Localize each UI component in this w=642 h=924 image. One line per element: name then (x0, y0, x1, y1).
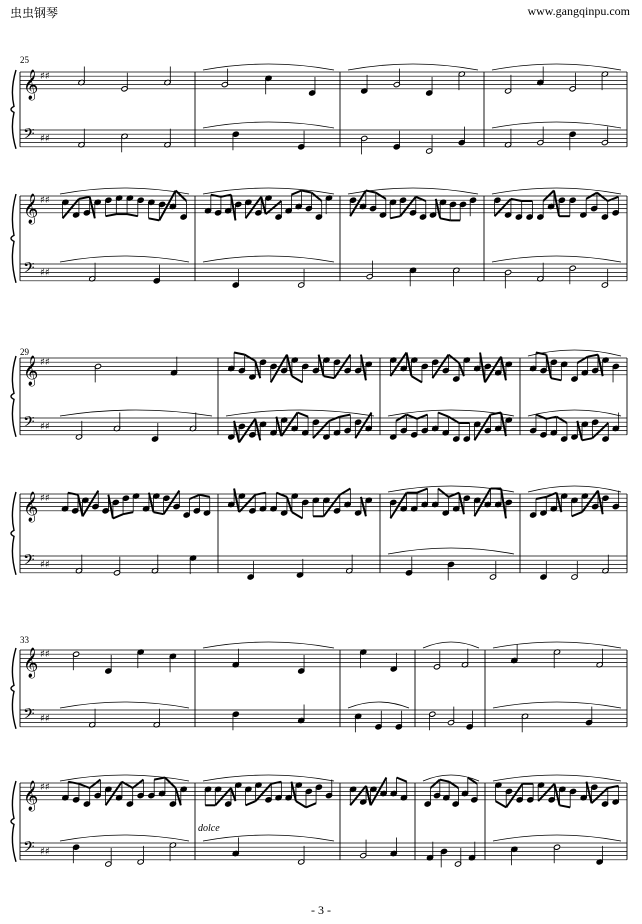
beam (430, 780, 439, 788)
beam (546, 417, 556, 419)
beam (438, 489, 449, 497)
slur-curve (203, 642, 334, 648)
beam (480, 353, 485, 383)
bass-clef-icon: 𝄢 (23, 838, 35, 860)
beam (546, 493, 556, 497)
beam (133, 780, 144, 788)
key-signature-sharps: ♯♯ (40, 713, 50, 725)
beam (440, 218, 450, 220)
beam (390, 216, 400, 218)
slur-curve (493, 775, 621, 781)
beam (106, 214, 117, 216)
key-signature-sharps: ♯♯ (40, 133, 50, 145)
beam (68, 493, 78, 495)
key-signature-sharps: ♯♯ (40, 421, 50, 433)
beam (390, 493, 406, 519)
slur-curve (388, 548, 514, 554)
slur-curve (492, 64, 621, 70)
beam (292, 512, 303, 518)
beam (449, 493, 460, 497)
beam (501, 489, 506, 519)
beam (340, 415, 351, 417)
beam (608, 786, 619, 788)
beam (231, 195, 235, 221)
beam (261, 197, 265, 214)
measure-number-33: 33 (20, 635, 29, 645)
beam (83, 491, 99, 517)
beam (90, 780, 101, 788)
key-signature-sharps: ♯♯ (40, 195, 50, 207)
slur-curve (203, 835, 334, 841)
beam (296, 801, 306, 807)
slur-curve (493, 702, 621, 708)
slur-curve (348, 188, 478, 194)
slur-curve (60, 835, 189, 841)
beam (298, 413, 309, 417)
beam (154, 778, 165, 780)
beam (176, 788, 181, 805)
beam (560, 805, 571, 807)
beam (312, 193, 322, 201)
beam (292, 376, 303, 382)
beam (511, 199, 522, 201)
key-signature-sharps: ♯♯ (40, 559, 50, 571)
beam (501, 357, 506, 381)
beam (246, 801, 256, 805)
slur-curve (203, 64, 334, 70)
beam (113, 514, 123, 518)
beam (234, 489, 239, 513)
treble-clef-icon: 𝄞 (23, 780, 39, 811)
slur-curve (528, 350, 621, 356)
slur-curve (203, 256, 334, 262)
beam (276, 493, 287, 497)
site-brand-text: 虫虫钢琴 (10, 6, 59, 20)
beam (438, 413, 449, 417)
beam (234, 421, 239, 443)
key-signature-sharps: ♯♯ (40, 357, 50, 369)
bass-clef-icon: 𝄢 (23, 259, 35, 281)
beam (306, 803, 316, 807)
beam (361, 355, 366, 381)
slur-curve (60, 775, 189, 781)
slur-curve (493, 642, 621, 648)
slur-curve (60, 702, 189, 708)
bass-clef-icon: 𝄢 (23, 705, 35, 727)
key-signature-sharps: ♯♯ (40, 71, 50, 83)
beam (200, 495, 210, 497)
slur-curve (348, 64, 478, 70)
beam (271, 782, 281, 784)
treble-clef-icon: 𝄞 (23, 193, 39, 224)
treble-clef-icon: 𝄞 (23, 647, 39, 678)
dolce-marking: dolce (198, 823, 220, 834)
beam (355, 413, 371, 439)
treble-clef-icon: 𝄞 (23, 491, 39, 522)
beam (440, 780, 449, 782)
slur-curve (60, 410, 212, 416)
beam (153, 512, 163, 514)
slur-curve (60, 188, 189, 194)
key-signature-sharps: ♯♯ (40, 267, 50, 279)
beam (255, 361, 260, 378)
beam (597, 193, 608, 201)
beam (496, 801, 507, 807)
key-signature-sharps: ♯♯ (40, 782, 50, 794)
slur-curve (60, 256, 189, 262)
treble-clef-icon: 𝄞 (23, 355, 39, 386)
beam (588, 355, 598, 357)
beam (390, 353, 406, 377)
beam (551, 378, 561, 380)
brace-bracket (11, 356, 16, 437)
beam (350, 191, 366, 217)
measure-number-29: 29 (20, 347, 29, 357)
slur-curve (492, 122, 621, 128)
brace-bracket (11, 70, 16, 149)
brace-bracket (11, 648, 16, 729)
slur-curve (423, 642, 479, 648)
key-signature-sharps: ♯♯ (40, 846, 50, 858)
beam (459, 363, 464, 376)
beam (324, 376, 335, 378)
beam (266, 201, 282, 214)
slur-curve (348, 702, 409, 708)
slur-curve (492, 256, 621, 262)
slur-curve (492, 188, 621, 194)
key-signature-sharps: ♯♯ (40, 649, 50, 661)
measure-number-25: 25 (20, 55, 29, 65)
beam (68, 782, 79, 784)
slur-curve (203, 122, 334, 128)
treble-clef-icon: 𝄞 (23, 69, 39, 100)
page-number: - 3 - (311, 903, 331, 917)
beam (79, 197, 90, 199)
beam (123, 512, 133, 514)
beam (485, 357, 501, 383)
beam (572, 512, 582, 516)
beam (221, 195, 231, 197)
slur-curve (493, 835, 621, 841)
beam (536, 497, 546, 499)
beam (554, 191, 559, 217)
bass-clef-icon: 𝄢 (23, 551, 35, 573)
brace-bracket (11, 781, 16, 862)
brace-bracket (11, 492, 16, 575)
beam (407, 353, 412, 377)
beam (501, 413, 506, 437)
slur-curve (388, 486, 514, 492)
beam (582, 438, 592, 440)
beam (281, 413, 297, 437)
beam (255, 493, 266, 495)
beam (449, 355, 460, 363)
beam (127, 214, 138, 216)
bass-clef-icon: 𝄢 (23, 125, 35, 147)
bass-clef-icon: 𝄢 (23, 413, 35, 435)
site-url-text: www.gangqinpu.com (527, 4, 630, 18)
beam (211, 195, 221, 197)
beam (149, 218, 160, 220)
beam (329, 417, 340, 421)
slur-curve (528, 410, 621, 416)
beam (474, 415, 490, 441)
key-signature-sharps: ♯♯ (40, 493, 50, 505)
brace-bracket (11, 194, 16, 283)
beam (234, 353, 245, 355)
slur-curve (528, 486, 621, 492)
beam (287, 497, 292, 512)
beam (231, 788, 235, 801)
beam (291, 191, 301, 195)
beam (106, 782, 122, 806)
slur-curve (203, 775, 334, 781)
beam (397, 778, 407, 782)
slur-curve (203, 188, 334, 194)
beam (417, 489, 428, 493)
beam (411, 376, 422, 382)
